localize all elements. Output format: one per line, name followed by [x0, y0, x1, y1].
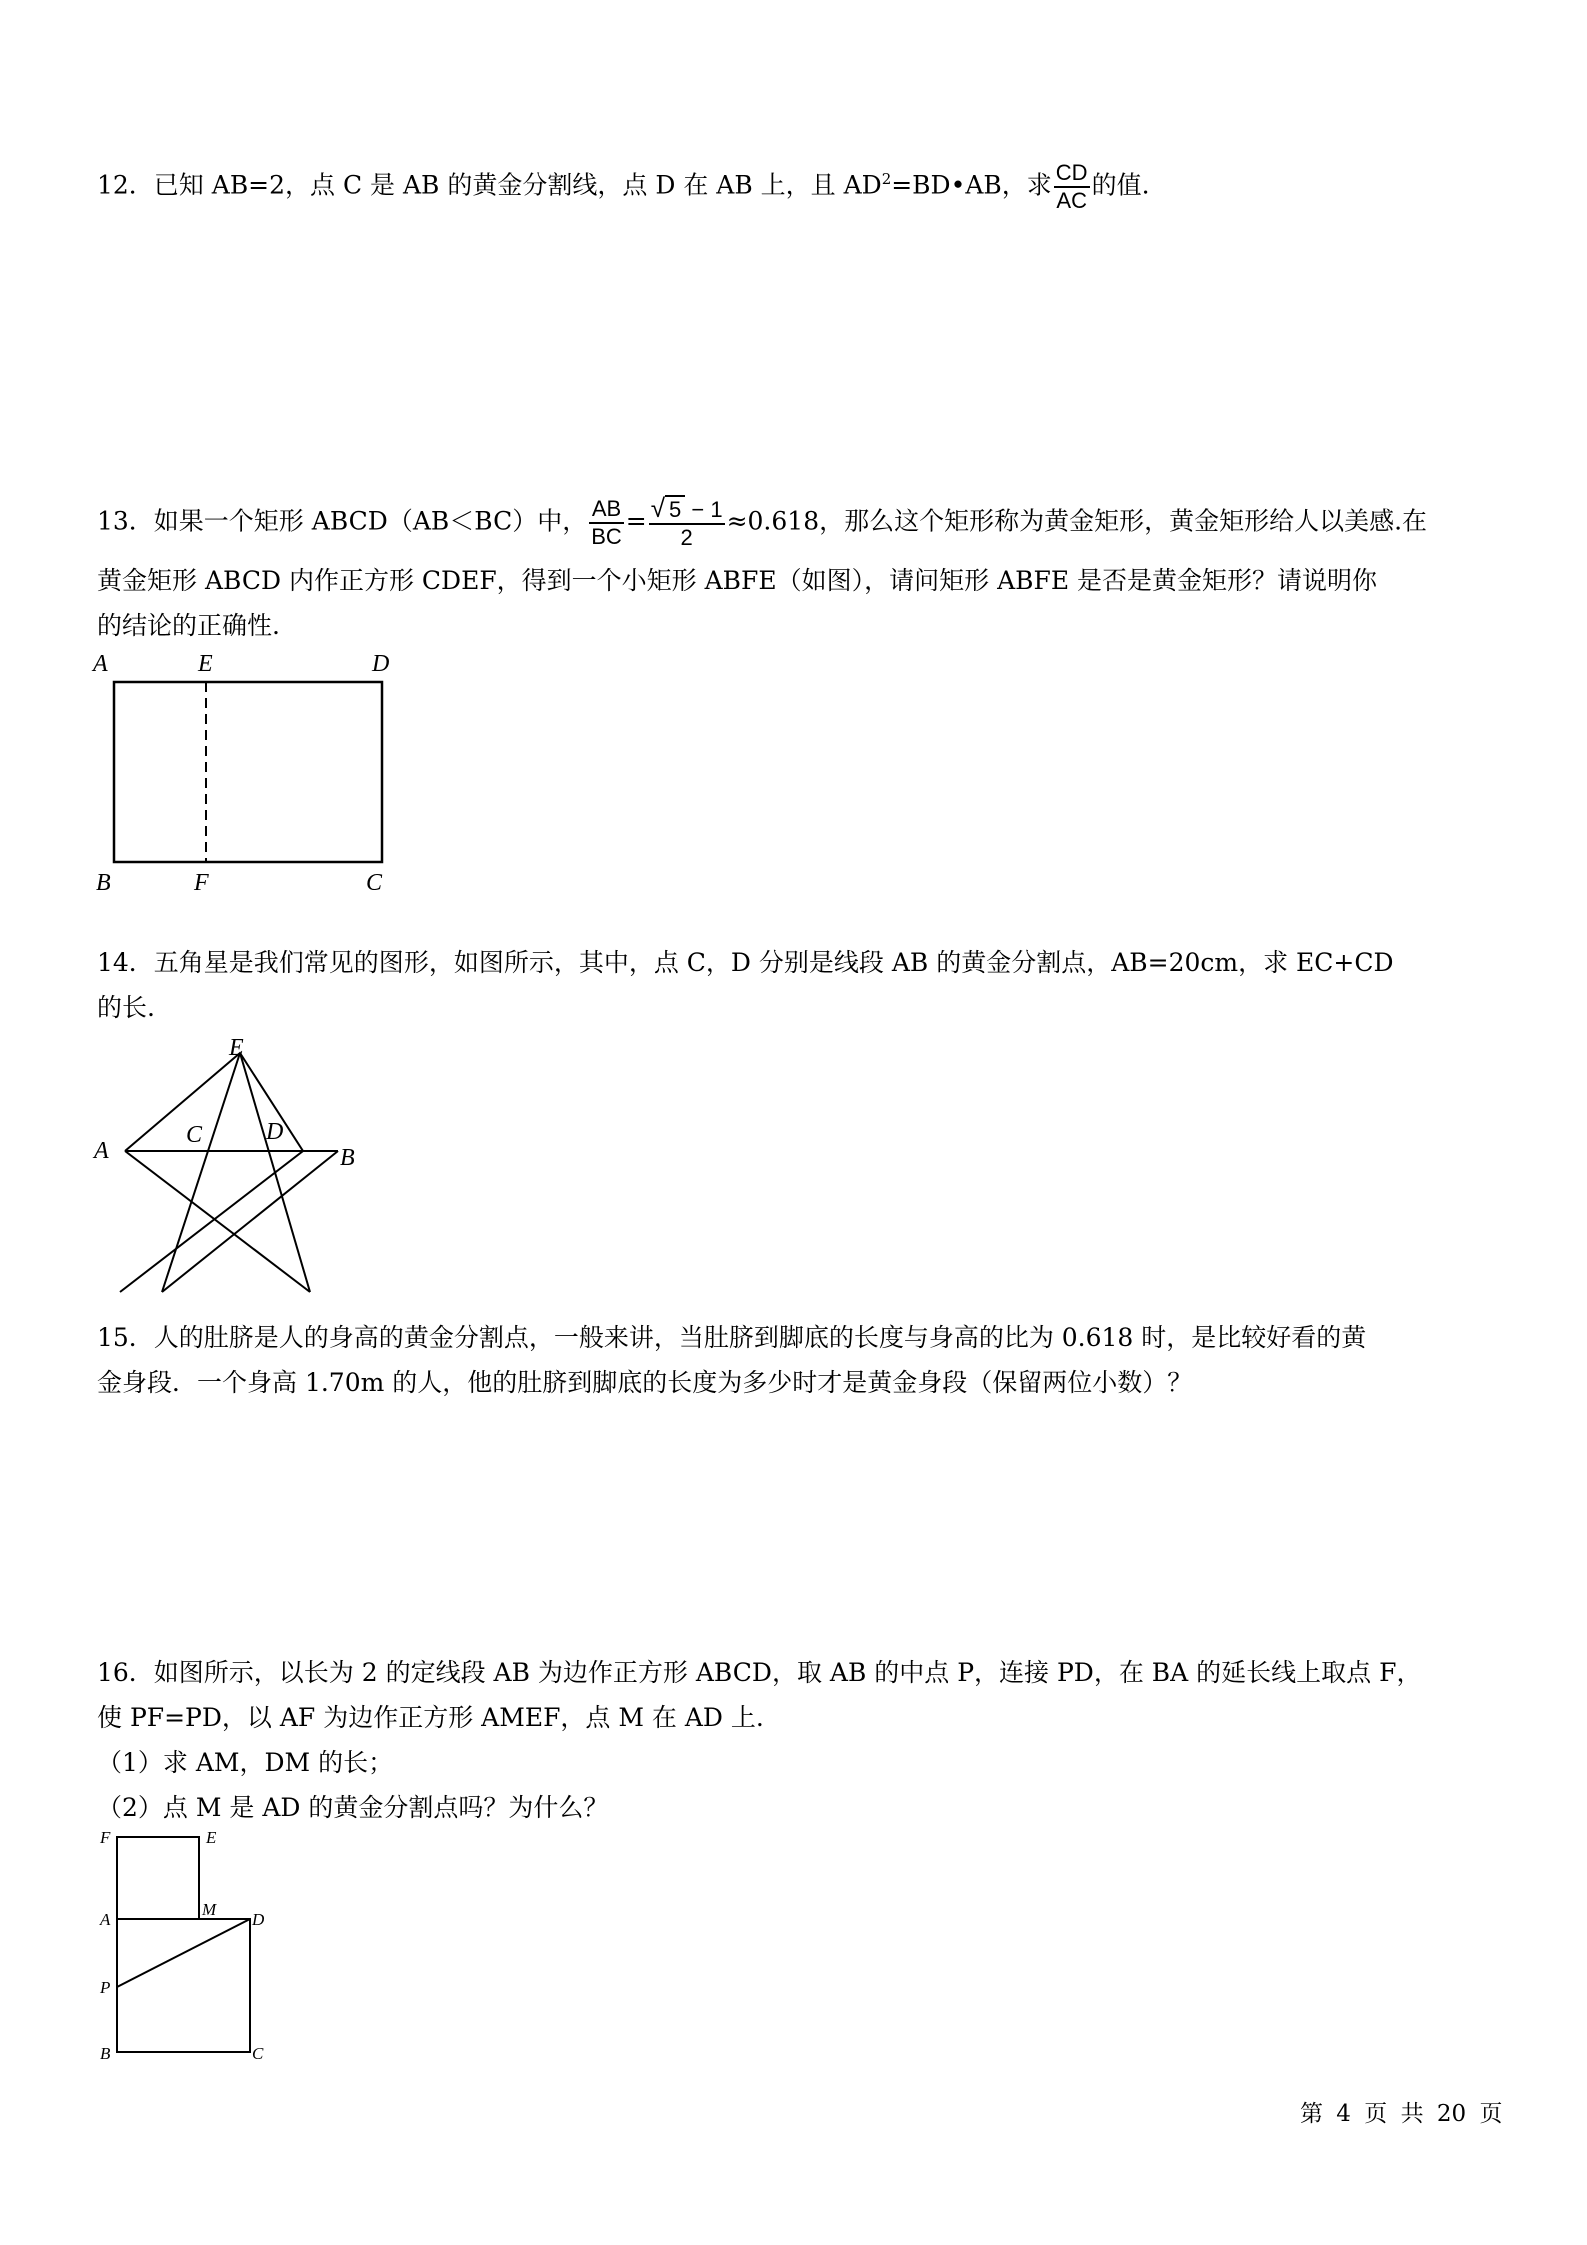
question-16-sub-1: （1）求 AM，DM 的长； [97, 1748, 394, 1777]
q12-text-a: 12．已知 AB=2，点 C 是 AB 的黄金分割线，点 D 在 AB 上，且 AD [97, 170, 882, 200]
q13-frac2-num [649, 495, 725, 525]
question-13-line-3: 的结论的正确性. [97, 611, 280, 640]
label-b: B [100, 2044, 111, 2063]
label-a: A [100, 1910, 111, 1929]
label-d: D [266, 1119, 284, 1145]
label-p: P [100, 1978, 111, 1997]
question-14-line-1: 14．五角星是我们常见的图形，如图所示，其中，点 C，D 分别是线段 AB 的黄金分割点，AB=20cm，求 EC+CD [97, 948, 1394, 977]
q13-frac1-num: AB [589, 496, 624, 524]
q13-frac2-num-rest: − 1 [685, 497, 723, 522]
q13-frac2-den: 2 [680, 525, 693, 550]
q13-eq: = [625, 506, 647, 536]
label-e: E [229, 1035, 244, 1061]
label-m: M [202, 1900, 217, 1919]
question-15-line-2: 金身段．一个身高 1.70m 的人，他的肚脐到脚底的长度为多少时才是黄金身段（保留两位小数）？ [97, 1368, 1193, 1397]
label-f: F [194, 870, 209, 896]
q12-text-c: 的值. [1091, 170, 1150, 200]
label-c: C [366, 870, 383, 896]
label-c: C [252, 2044, 264, 2063]
label-f: F [100, 1828, 111, 1847]
q12-fraction [1054, 160, 1090, 214]
q13-radicand: 5 [665, 495, 685, 522]
q13-text-a: 13．如果一个矩形 ABCD（AB＜BC）中， [97, 506, 588, 536]
sqrt-icon: √ [650, 493, 666, 523]
label-b: B [340, 1145, 355, 1171]
q12-frac-num: CD [1054, 160, 1090, 188]
question-12 [97, 160, 1497, 214]
label-e: E [206, 1828, 217, 1847]
question-13-line-1 [97, 495, 1497, 551]
q13-frac1-den: BC [591, 524, 622, 549]
label-e: E [198, 651, 213, 677]
label-a: A [93, 651, 108, 677]
question-16-sub-2: （2）点 M 是 AD 的黄金分割点吗？为什么？ [97, 1793, 609, 1822]
question-13-line-2: 黄金矩形 ABCD 内作正方形 CDEF，得到一个小矩形 ABFE（如图），请问矩形 ABFE 是否是黄金矩形？请说明你 [97, 566, 1378, 595]
question-15-line-1: 15．人的肚脐是人的身高的黄金分割点，一般来讲，当肚脐到脚底的长度与身高的比为 0.618 时，是比较好看的黄 [97, 1323, 1367, 1352]
page-number-footer: 第 4 页 共 20 页 [1300, 2101, 1503, 2127]
label-d: D [372, 651, 390, 677]
q13-fraction-ab-bc [589, 496, 624, 550]
label-d: D [252, 1910, 265, 1929]
q12-text-b: =BD•AB，求 [891, 170, 1052, 200]
q16-square-figure [90, 1825, 290, 2065]
label-c: C [186, 1122, 203, 1148]
question-14-line-2: 的长. [97, 993, 155, 1022]
q13-fraction-golden [649, 495, 725, 551]
q14-star-figure [90, 1035, 380, 1305]
question-16-line-1: 16．如图所示，以长为 2 的定线段 AB 为边作正方形 ABCD，取 AB 的中点 P，连接 PD，在 BA 的延长线上取点 F， [97, 1658, 1422, 1687]
q12-sup: 2 [881, 170, 892, 189]
question-16-line-2: 使 PF=PD，以 AF 为边作正方形 AMEF，点 M 在 AD 上. [97, 1703, 764, 1732]
label-a: A [94, 1138, 109, 1164]
q13-rectangle-figure [90, 648, 410, 898]
q13-text-b: ≈0.618，那么这个矩形称为黄金矩形，黄金矩形给人以美感.在 [726, 506, 1428, 536]
label-b: B [96, 870, 111, 896]
q12-frac-den: AC [1056, 188, 1087, 213]
